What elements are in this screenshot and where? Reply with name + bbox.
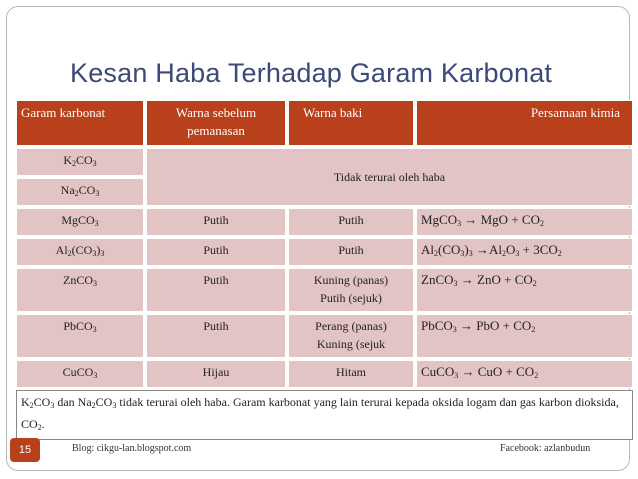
cell-al2co33-equation: $Al_2(CO_3)_3 \to Al_2O_3 + 3CO_2$ bbox=[416, 238, 633, 266]
cell-znco3-residue: Kuning (panas) Putih (sejuk) bbox=[288, 268, 414, 312]
cell-cuco3-residue: Hitam bbox=[288, 360, 414, 388]
formula-na2co3: $Na_2CO_3$ bbox=[60, 183, 100, 198]
table-row-cuco3 bbox=[16, 360, 633, 388]
header-residue-color: Warna baki bbox=[288, 100, 414, 146]
header-row bbox=[16, 100, 633, 146]
cell-mgco3-before: Putih bbox=[146, 208, 286, 236]
cell-al2co33-residue: Putih bbox=[288, 238, 414, 266]
cell-cuco3-equation: CuCO$_3$ → CuO + $CO_2$ bbox=[416, 360, 633, 388]
table-row-pbco3 bbox=[16, 314, 633, 358]
cell-cuco3-before: Hijau bbox=[146, 360, 286, 388]
cell-mgco3-equation: MgCO$_3$ → MgO + $CO_2$ bbox=[416, 208, 633, 236]
header-color-before-line2: pemanasan bbox=[187, 123, 245, 138]
slide-title: Kesan Haba Terhadap Garam Karbonat bbox=[70, 58, 553, 88]
cell-mgco3-salt: MgCO$_3$ bbox=[16, 208, 144, 236]
cell-znco3-salt: ZnCO$_3$ bbox=[16, 268, 144, 312]
arrow-icon: → bbox=[461, 364, 475, 379]
cell-k2co3 bbox=[16, 148, 144, 176]
cell-pbco3-residue: Perang (panas) Kuning (sejuk bbox=[288, 314, 414, 358]
footer-blog: Blog: cikgu-lan.blogspot.com bbox=[72, 443, 192, 454]
cell-znco3-equation: ZnCO$_3$ → ZnO + $CO_2$ bbox=[416, 268, 633, 312]
cell-no-decompose: Tidak terurai oleh haba bbox=[146, 148, 633, 206]
carbonate-table bbox=[14, 98, 635, 442]
cell-note: $K_2CO_3$ dan $Na_2CO_3$ tidak terurai oleh haba. Garam karbonat yang lain terurai kepada oksida logam dan gas karbon dioksida, $CO_2$. bbox=[16, 390, 633, 440]
cell-al2co33-salt: $Al_2(CO_3)_3$ bbox=[16, 238, 144, 266]
cell-pbco3-salt: PbCO$_3$ bbox=[16, 314, 144, 358]
cell-pbco3-before: Putih bbox=[146, 314, 286, 358]
cell-cuco3-salt: CuCO$_3$ bbox=[16, 360, 144, 388]
header-color-before-line1: Warna sebelum bbox=[175, 105, 257, 120]
formula-k2co3: $K_2CO_3$ bbox=[63, 153, 97, 168]
footer-facebook: Facebook: azlanbudun bbox=[500, 443, 591, 454]
cell-pbco3-equation: PbCO$_3$ → PbO + $CO_2$ bbox=[416, 314, 633, 358]
header-color-before bbox=[146, 100, 286, 146]
arrow-icon: → bbox=[464, 212, 478, 227]
table-row-k2co3 bbox=[16, 148, 633, 176]
cell-al2co33-before: Putih bbox=[146, 238, 286, 266]
page-number-badge: 15 bbox=[10, 438, 40, 462]
table-row-mgco3 bbox=[16, 208, 633, 236]
arrow-icon: → bbox=[460, 272, 474, 287]
cell-mgco3-residue: Putih bbox=[288, 208, 414, 236]
cell-znco3-before: Putih bbox=[146, 268, 286, 312]
arrow-icon: → bbox=[460, 318, 474, 333]
cell-na2co3 bbox=[16, 178, 144, 206]
header-carbonate-salt: Garam karbonat bbox=[16, 100, 144, 146]
header-chemical-equation: Persamaan kimia bbox=[416, 100, 633, 146]
table-row-note bbox=[16, 390, 633, 440]
table-row-al2co33 bbox=[16, 238, 633, 266]
table-row-znco3 bbox=[16, 268, 633, 312]
arrow-icon: → bbox=[475, 242, 489, 257]
